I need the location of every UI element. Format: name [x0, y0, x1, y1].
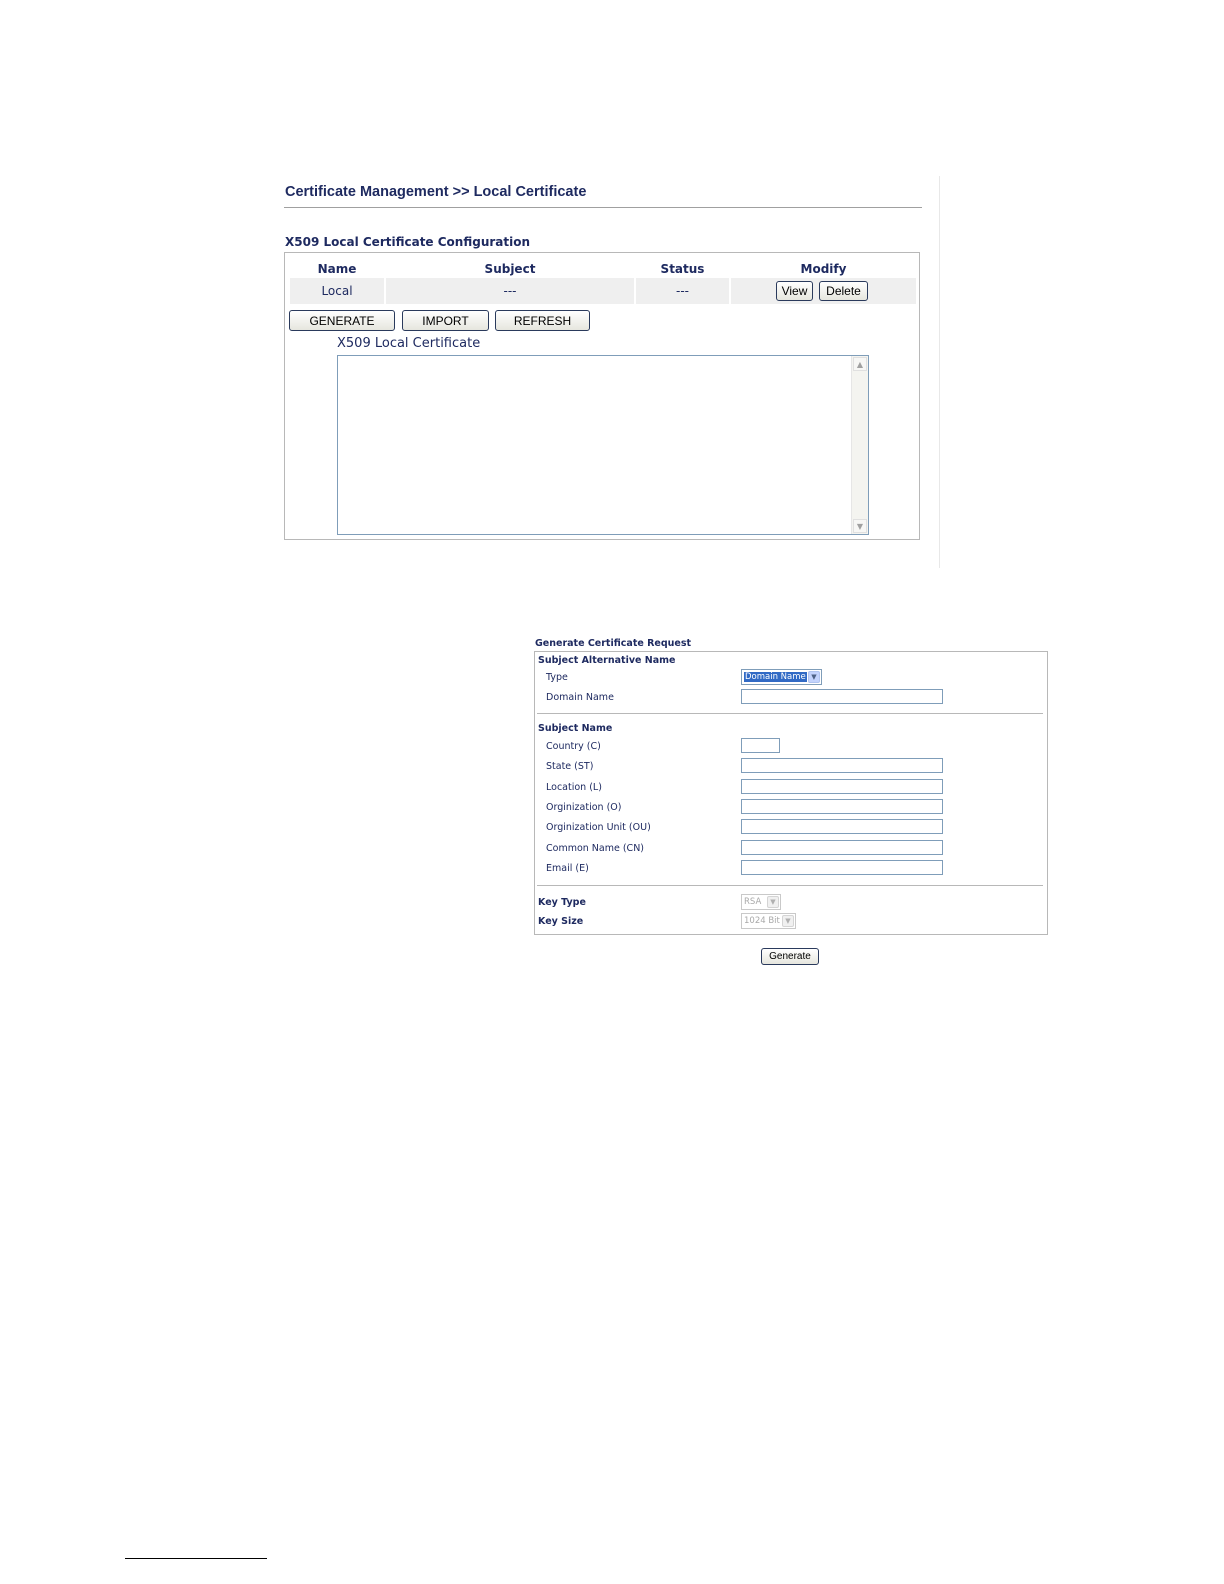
refresh-button[interactable]: REFRESH	[495, 310, 590, 331]
footnote-divider	[125, 1558, 267, 1559]
key-size-select	[741, 913, 796, 929]
section-divider	[537, 885, 1043, 886]
generate-button[interactable]: GENERATE	[289, 310, 395, 331]
state-input[interactable]	[741, 758, 943, 773]
scroll-down-arrow-icon[interactable]: ▼	[853, 519, 867, 533]
organization-unit-input[interactable]	[741, 819, 943, 834]
view-button[interactable]: View	[776, 281, 813, 301]
section-title: X509 Local Certificate Configuration	[285, 235, 531, 249]
location-input[interactable]	[741, 779, 943, 794]
form-title: Generate Certificate Request	[535, 638, 692, 649]
section-divider	[537, 713, 1043, 714]
dropdown-arrow-icon: ▼	[767, 896, 779, 908]
domain-name-label: Domain Name	[546, 692, 614, 703]
type-select[interactable]	[741, 669, 822, 685]
organization-input[interactable]	[741, 799, 943, 814]
common-name-label: Common Name (CN)	[546, 843, 645, 854]
type-label: Type	[546, 672, 568, 683]
email-input[interactable]	[741, 860, 943, 875]
import-button[interactable]: IMPORT	[402, 310, 489, 331]
cell-name: Local	[290, 278, 384, 304]
type-select-value: Domain Name	[745, 672, 806, 682]
certificate-textarea[interactable]	[337, 355, 869, 535]
column-header-modify: Modify	[800, 262, 847, 276]
state-label: State (ST)	[546, 761, 594, 772]
cell-subject: ---	[386, 278, 634, 304]
organization-unit-label: Orginization Unit (OU)	[546, 822, 651, 833]
country-label: Country (C)	[546, 741, 601, 752]
delete-button[interactable]: Delete	[819, 281, 868, 301]
key-type-select	[741, 894, 781, 910]
panel-edge	[939, 176, 940, 568]
domain-name-input[interactable]	[741, 689, 943, 704]
generate-request-panel	[534, 636, 1050, 970]
title-divider	[284, 207, 922, 208]
column-header-status: Status	[660, 262, 705, 276]
subject-alt-name-heading: Subject Alternative Name	[538, 655, 676, 666]
key-type-value: RSA	[744, 897, 762, 907]
certificate-text-label: X509 Local Certificate	[337, 336, 481, 351]
generate-request-button[interactable]: Generate	[761, 948, 819, 965]
key-type-label: Key Type	[538, 897, 586, 908]
subject-name-heading: Subject Name	[538, 723, 613, 734]
dropdown-arrow-icon: ▼	[782, 915, 794, 927]
country-input[interactable]	[741, 738, 780, 753]
column-header-subject: Subject	[484, 262, 536, 276]
organization-label: Orginization (O)	[546, 802, 622, 813]
cell-status: ---	[636, 278, 729, 304]
vertical-scrollbar[interactable]	[851, 356, 868, 534]
column-header-name: Name	[317, 262, 357, 276]
location-label: Location (L)	[546, 782, 602, 793]
common-name-input[interactable]	[741, 840, 943, 855]
key-size-label: Key Size	[538, 916, 584, 927]
dropdown-arrow-icon[interactable]: ▼	[808, 671, 820, 683]
scroll-up-arrow-icon[interactable]: ▲	[853, 357, 867, 371]
local-certificate-panel	[284, 176, 942, 568]
email-label: Email (E)	[546, 863, 589, 874]
key-size-value: 1024 Bit	[744, 916, 780, 926]
page-title: Certificate Management >> Local Certificate	[285, 184, 587, 200]
